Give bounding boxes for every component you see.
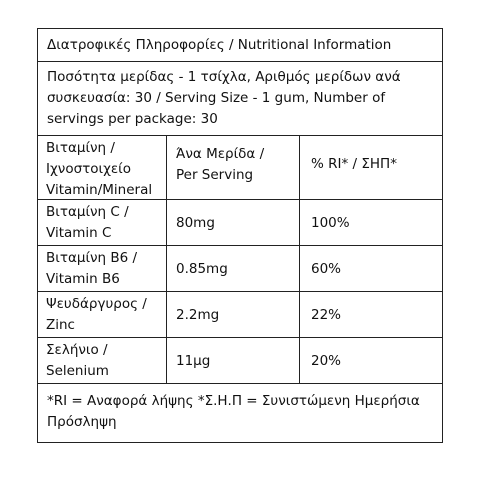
panel-title: Διατροφικές Πληροφορίες / Nutritional Information	[38, 29, 442, 62]
table-row	[38, 246, 442, 292]
nutrient-name-line: Vitamin B6	[46, 271, 120, 287]
ri-value: 60%	[311, 261, 342, 277]
nutrient-name	[38, 246, 167, 291]
header-nutrient-line: Βιταμίνη /	[46, 140, 115, 156]
serving-line: Ποσότητα μερίδας - 1 τσίχλα, Αριθμός μερίδων ανά	[47, 69, 401, 85]
per-serving-value: 11μg	[167, 338, 300, 383]
serving-line: συσκευασία: 30 / Serving Size - 1 gum, Number of	[47, 90, 386, 106]
nutrient-table	[38, 136, 442, 384]
nutrient-name-line: Βιταμίνη B6 /	[46, 250, 138, 266]
serving-line: servings per package: 30	[47, 111, 218, 127]
table-row	[38, 200, 442, 246]
header-per-serving	[167, 136, 300, 199]
table-row	[38, 292, 442, 338]
ri-value: 100%	[311, 215, 350, 231]
nutrient-name	[38, 338, 167, 383]
serving-info	[38, 62, 442, 136]
nutrition-panel	[37, 28, 443, 443]
header-nutrient	[38, 136, 167, 199]
header-per-serving-line: Άνα Μερίδα /	[176, 146, 265, 162]
header-per-serving-line: Per Serving	[176, 167, 254, 183]
nutrient-name-line: Zinc	[46, 317, 75, 333]
ri-value: 22%	[311, 307, 342, 323]
per-serving-value: 0.85mg	[167, 246, 300, 291]
per-serving-value: 80mg	[167, 200, 300, 245]
nutrient-name-line: Selenium	[46, 363, 109, 379]
header-nutrient-line: Vitamin/Mineral	[46, 182, 153, 198]
nutrient-name	[38, 200, 167, 245]
table-header-row	[38, 136, 442, 200]
nutrient-name-line: Vitamin C	[46, 225, 112, 241]
nutrient-name-line: Ψευδάργυρος /	[46, 296, 147, 312]
table-row	[38, 338, 442, 384]
ri-value: 20%	[311, 353, 342, 369]
nutrient-name-line: Βιταμίνη C /	[46, 204, 129, 220]
header-nutrient-line: Ιχνοστοιχείο	[46, 161, 132, 177]
header-ri: % RI* / ΣΗΠ*	[311, 156, 397, 172]
footnote	[38, 384, 442, 442]
per-serving-value: 2.2mg	[167, 292, 300, 337]
nutrient-name	[38, 292, 167, 337]
nutrient-name-line: Σελήνιο /	[46, 342, 108, 358]
footnote-line: *RI = Αναφορά λήψης *Σ.Η.Π = Συνιστώμενη Ημερήσια	[47, 393, 420, 409]
footnote-line: Πρόσληψη	[47, 414, 117, 430]
